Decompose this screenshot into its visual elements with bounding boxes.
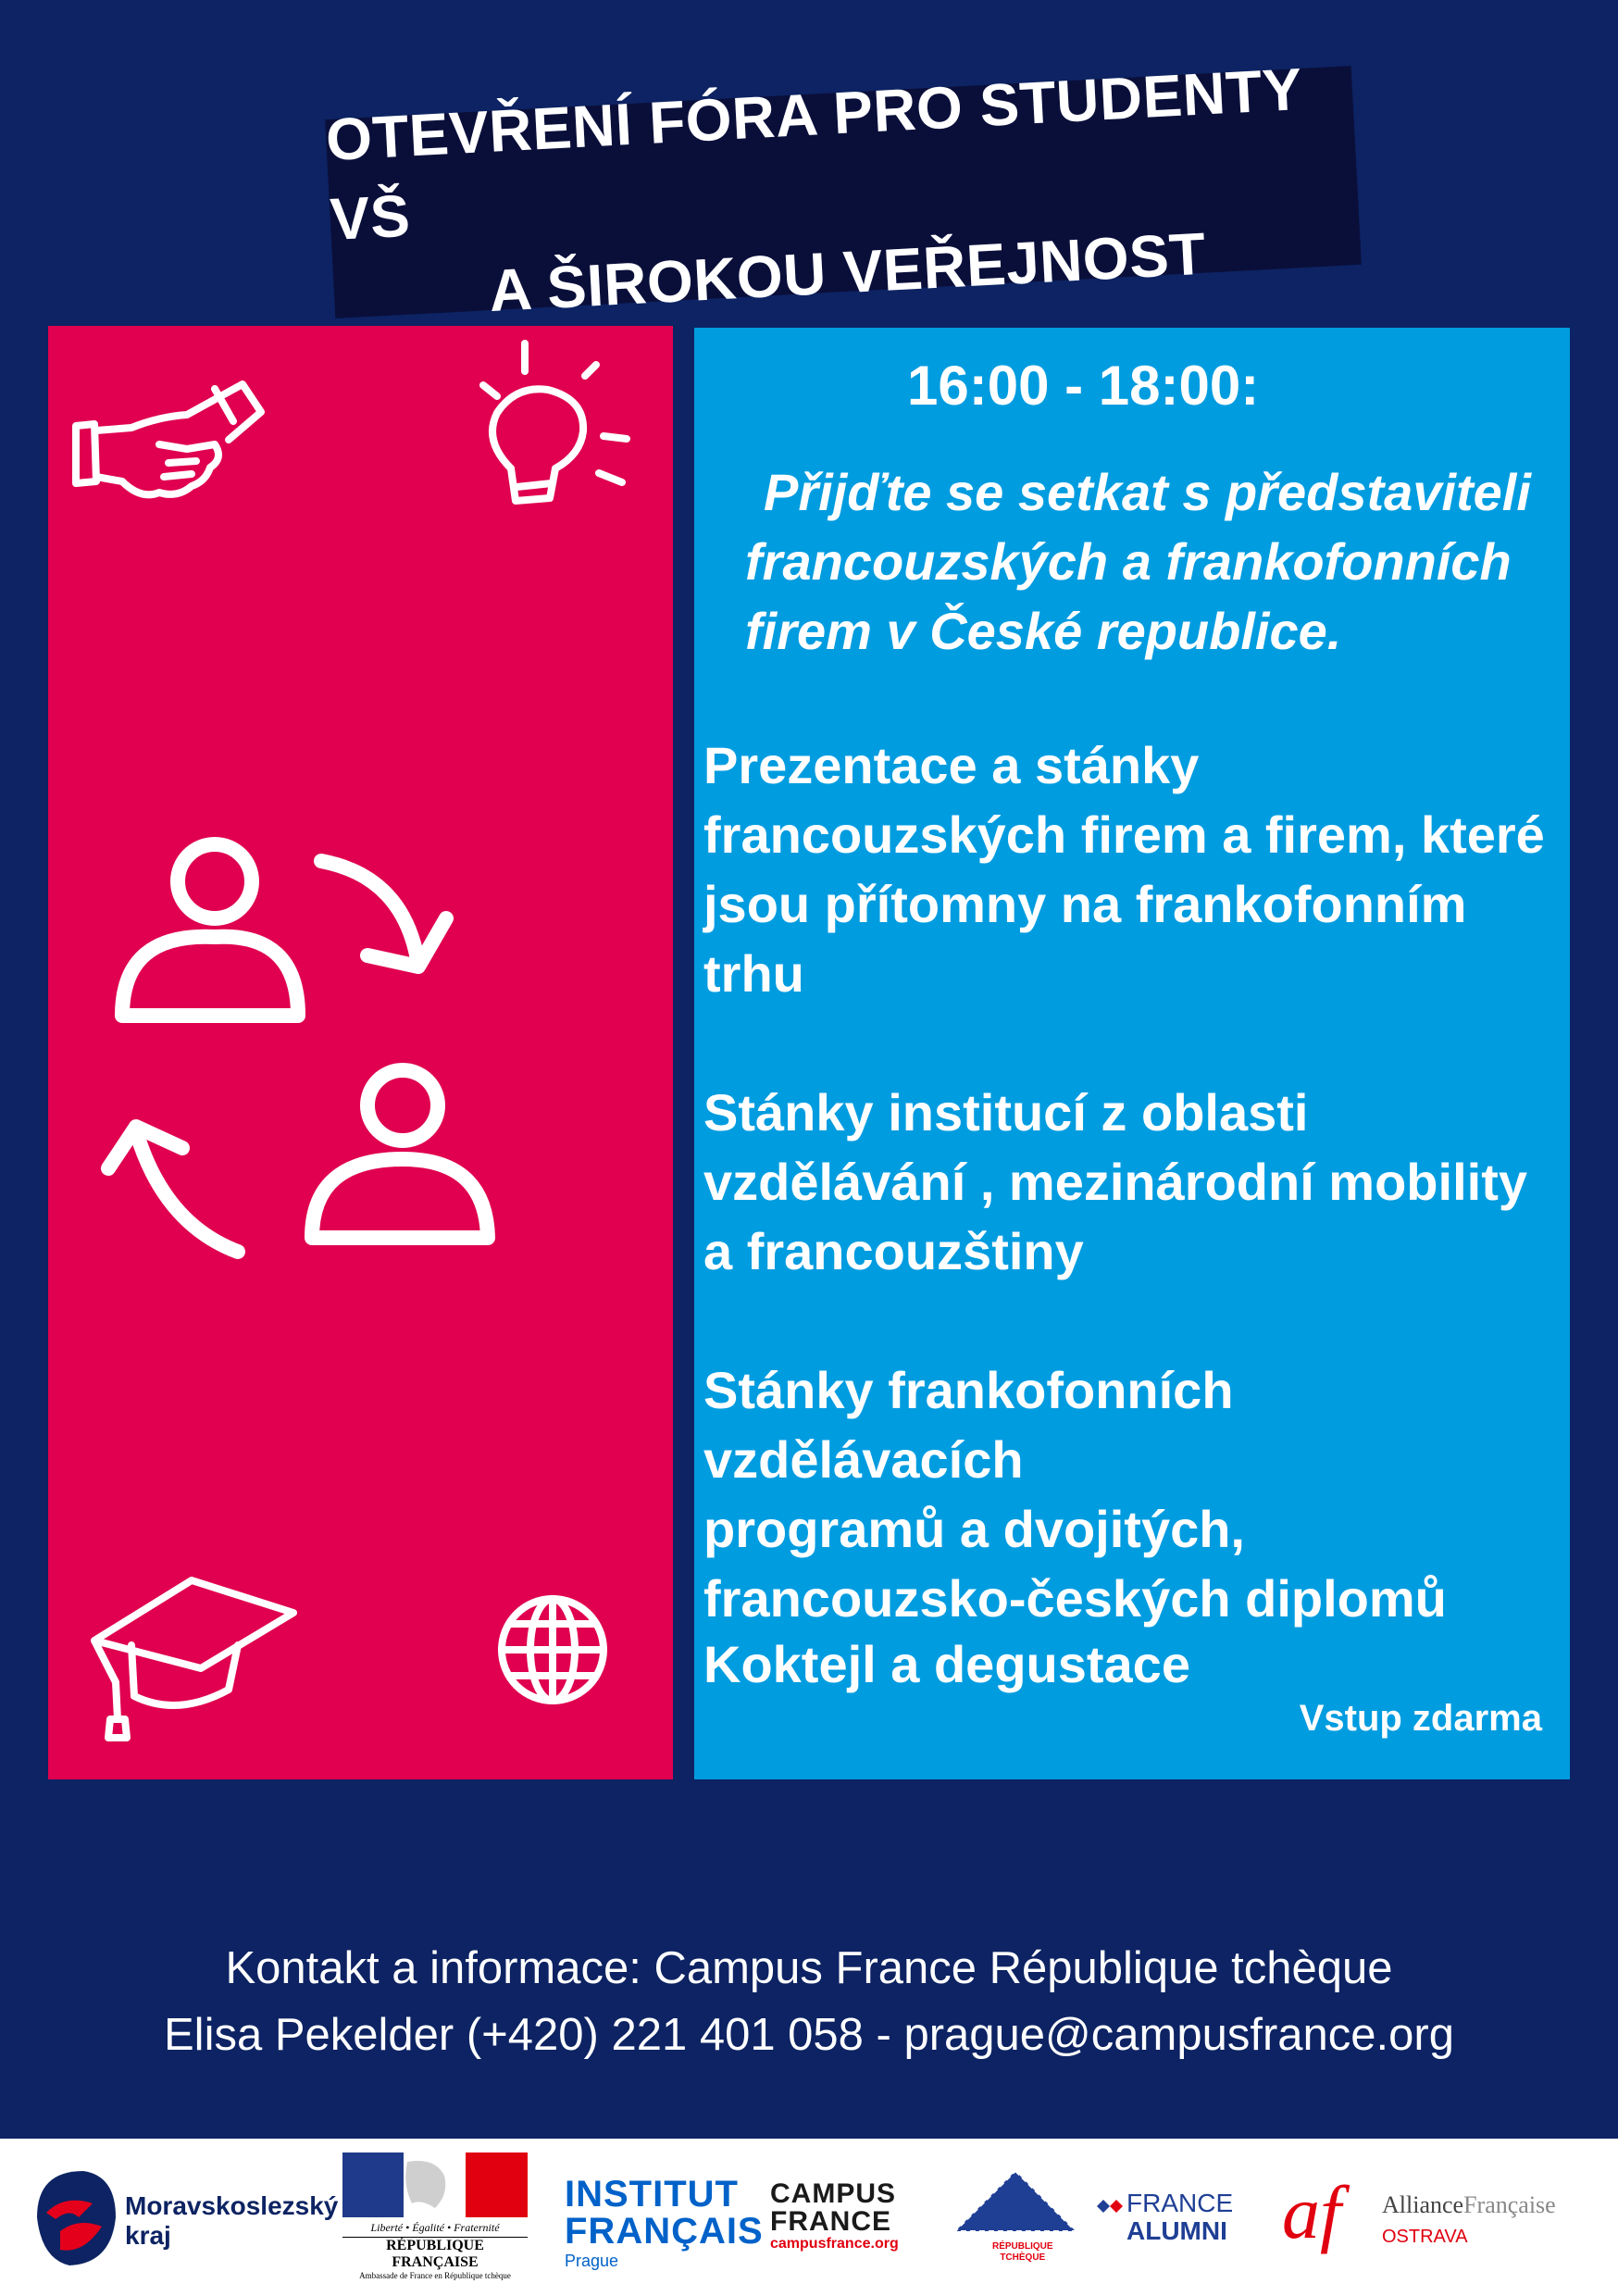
program-item-study-programs xyxy=(703,1355,1555,1633)
alliance-name1: Alliance xyxy=(1382,2191,1464,2218)
graduation-cap-icon xyxy=(90,1571,303,1742)
institut-line2: FRANÇAIS xyxy=(565,2211,764,2252)
program-item-presentations xyxy=(703,730,1555,1008)
campus-line2: FRANCE xyxy=(770,2206,891,2237)
alliance-name2: Française xyxy=(1463,2191,1556,2218)
logo-institut-francais xyxy=(565,2174,764,2287)
people-exchange-icon xyxy=(99,807,636,1326)
intro-line: Přijďte se setkat s představiteli xyxy=(764,463,1531,521)
republique-name: RÉPUBLIQUE FRANÇAISE xyxy=(342,2237,528,2271)
logo-campus-france xyxy=(770,2180,1085,2282)
item-line: vzdělávání , mezinárodní mobility xyxy=(703,1153,1527,1211)
logo-moravskoslezsky-kraj xyxy=(28,2162,339,2273)
campus-rep1: RÉPUBLIQUE xyxy=(992,2241,1053,2252)
campus-rep2: TCHÈQUE xyxy=(1000,2252,1046,2263)
item-line: francouzsko-českých diplomů xyxy=(703,1569,1447,1628)
logo-alliance-francaise xyxy=(1282,2171,1578,2273)
item-line: trhu xyxy=(703,944,804,1003)
republique-motto: Liberté • Égalité • Fraternité xyxy=(370,2221,500,2234)
campus-line1: CAMPUS xyxy=(770,2178,897,2209)
logo-france-alumni xyxy=(1097,2190,1268,2264)
icons-panel xyxy=(48,326,673,1779)
campus-url: campusfrance.org xyxy=(770,2236,899,2252)
marianne-icon xyxy=(342,2152,528,2217)
program-item-institutions xyxy=(703,1078,1555,1286)
msk-name-line2: kraj xyxy=(125,2221,171,2250)
intro-line: firem v České republice. xyxy=(745,602,1342,660)
campus-pyramid-icon xyxy=(951,2166,1080,2240)
institut-city: Prague xyxy=(565,2252,619,2270)
logo-republique-francaise xyxy=(342,2152,528,2282)
msk-emblem-icon xyxy=(28,2162,120,2273)
handshake-icon xyxy=(67,361,270,528)
event-time: 16:00 - 18:00: xyxy=(907,355,1260,417)
contact-line-2: Elisa Pekelder (+420) 221 401 058 - prague@campusfrance.org xyxy=(164,2010,1454,2060)
free-entry: Vstup zdarma xyxy=(1299,1698,1542,1739)
partner-logos-bar xyxy=(0,2139,1618,2296)
item-line: Prezentace a stánky xyxy=(703,736,1200,794)
alliance-city: OSTRAVA xyxy=(1382,2227,1468,2247)
item-line: francouzských firem a firem, které xyxy=(703,805,1545,864)
institut-line1: INSTITUT xyxy=(565,2174,739,2215)
item-line: Stánky frankofonních vzdělávacích xyxy=(703,1361,1234,1489)
title-line-2: A ŠIROKOU VEŘEJNOST xyxy=(487,219,1208,324)
program-item-cocktail xyxy=(703,1629,1555,1699)
title-banner xyxy=(324,55,1362,324)
globe-icon xyxy=(492,1590,613,1710)
msk-name-line1: Moravskoslezský xyxy=(125,2191,339,2220)
contact-info xyxy=(0,1935,1618,2068)
lightbulb-icon xyxy=(474,339,641,533)
intro-text xyxy=(745,457,1541,666)
title-line-1: OTEVŘENÍ FÓRA PRO STUDENTY VŠ xyxy=(324,55,1303,253)
republique-sub: Ambassade de France en République tchèque xyxy=(359,2271,511,2280)
contact-line-1: Kontakt a informace: Campus France République tchèque xyxy=(225,1943,1393,1993)
alumni-line2: ALUMNI xyxy=(1126,2216,1227,2245)
alumni-line1: FRANCE xyxy=(1126,2189,1234,2217)
alliance-mark: af xyxy=(1282,2170,1341,2254)
alumni-diamond-icon xyxy=(1097,2197,1125,2215)
item-line: a francouzštiny xyxy=(703,1222,1084,1280)
info-panel xyxy=(694,328,1570,1779)
intro-line: francouzských a frankofonních xyxy=(745,532,1512,591)
item-line: jsou přítomny na frankofonním xyxy=(703,875,1467,933)
item-line: Stánky institucí z oblasti xyxy=(703,1083,1309,1142)
item-line: Koktejl a degustace xyxy=(703,1635,1190,1693)
item-line: programů a dvojitých, xyxy=(703,1500,1245,1558)
